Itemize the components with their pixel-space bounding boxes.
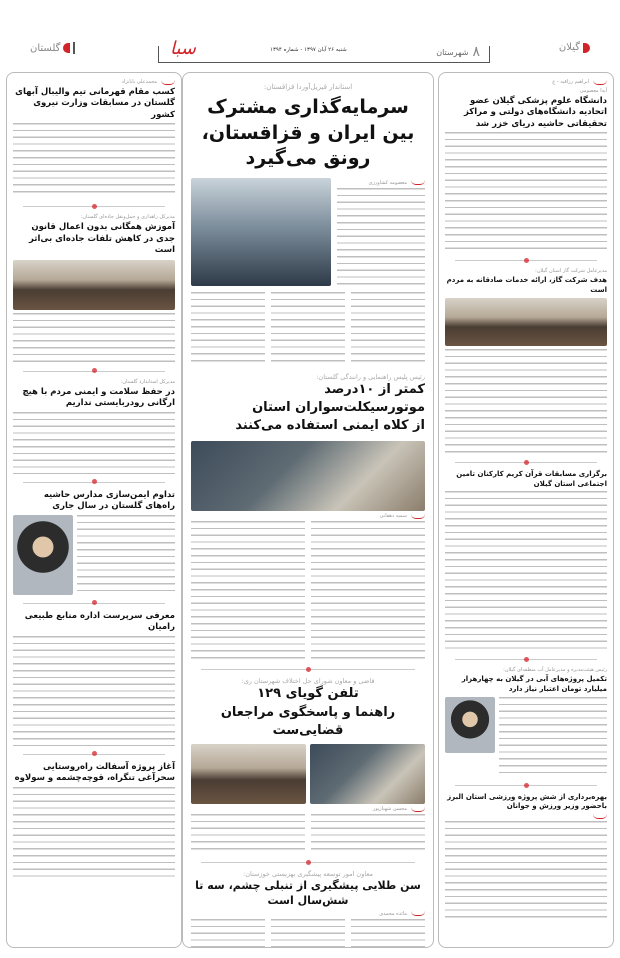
divider — [23, 478, 165, 486]
divider — [455, 256, 597, 264]
flag-icon — [63, 43, 70, 53]
story-photo — [191, 744, 306, 804]
byline — [445, 79, 607, 85]
story-title-line1: تلفن گویای ۱۲۹ — [257, 686, 359, 702]
lead-title-line2: بین ایران و قزاقستان، رونق می‌گیرد — [201, 121, 415, 170]
page-header — [30, 40, 590, 68]
golestan-logo — [30, 42, 77, 54]
page-number: ۸ — [472, 44, 480, 60]
lead-story[interactable] — [191, 83, 425, 362]
byline-text: ابراهیم رزاقیه - ع — [552, 79, 589, 85]
article-body — [13, 412, 175, 474]
article-body — [445, 349, 607, 454]
article-title[interactable]: هدف شرکت گاز، ارائه خدمات صادقانه به مردم است — [446, 276, 607, 294]
lead-kicker: استاندار قیزیل‌آوردا قزاقستان: — [263, 83, 353, 91]
red-mark-icon — [593, 814, 607, 819]
article-body — [191, 521, 305, 661]
article-body — [445, 132, 607, 252]
center-column — [182, 72, 434, 948]
article-volleyball[interactable] — [13, 79, 175, 198]
third-story[interactable] — [191, 677, 425, 854]
divider — [455, 458, 597, 466]
story-title-line1: کمتر از ۱۰درصد موتورسیکلت‌سواران استان — [252, 381, 425, 416]
article-body — [191, 814, 305, 854]
article-body — [191, 292, 265, 362]
lead-title[interactable] — [191, 95, 425, 172]
article-title[interactable]: معرفی سرپرست اداره منابع طبیعی رامیان — [24, 610, 175, 633]
divider — [23, 750, 165, 758]
article-body — [271, 919, 345, 948]
flag-icon — [583, 43, 590, 53]
article-body — [13, 636, 175, 746]
article-title[interactable]: تکمیل پروژه‌های آبی در گیلان به چهارهزار میلیارد تومان اعتبار نیاز دارد — [461, 675, 607, 693]
lead-title-line1: سرمایه‌گذاری مشترک — [207, 96, 409, 118]
article-body — [13, 313, 175, 363]
header-rule-right — [489, 46, 490, 63]
fourth-story[interactable] — [191, 870, 425, 948]
article-photo — [13, 515, 73, 595]
article-photo — [445, 697, 495, 753]
article-gas-company[interactable] — [445, 268, 607, 454]
article-body — [351, 292, 425, 362]
story-kicker: قاضی و معاون شورای حل اختلاف شهرستان ری: — [241, 677, 375, 686]
story-kicker: رئیس پلیس راهنمایی و رانندگی گلستان: — [316, 372, 425, 381]
article-title[interactable]: تداوم ایمن‌سازی مدارس حاشیه راه‌های گلستان در سال جاری — [43, 489, 175, 512]
brand-logo: سبا — [170, 38, 196, 59]
article-alborz-sports[interactable] — [445, 793, 607, 921]
red-mark-icon — [593, 80, 607, 85]
byline — [191, 911, 425, 917]
article-road-paving[interactable] — [13, 762, 175, 877]
red-mark-icon — [411, 180, 425, 185]
article-title[interactable]: آغاز پروژه آسفالت راه‌روستایی سحرآغی تنگراه، قوچه‌چشمه و سولاوه — [14, 761, 175, 784]
header-rule-left — [158, 46, 159, 63]
article-body — [13, 787, 175, 877]
story-title-line2: راهنما و پاسخگوی مراجعان قضایی‌ست — [220, 704, 396, 738]
byline-text: محمدعلی بابانژاد — [121, 79, 157, 85]
article-body — [351, 919, 425, 948]
article-title[interactable]: دانشگاه علوم پزشکی گیلان عضو اتحادیه دانشگاه‌های دولتی و مراکز تحقیقاتی حاشیه دریای خزر شد — [464, 96, 607, 129]
article-school-safety[interactable] — [13, 490, 175, 595]
story-title[interactable]: سن طلایی پیشگیری از تنبلی چشم، سه تا شش‌سال است — [195, 879, 421, 908]
golestan-bar — [73, 42, 75, 54]
section-label — [436, 44, 480, 60]
byline — [191, 806, 425, 812]
article-photo — [445, 298, 607, 346]
red-mark-icon — [411, 911, 425, 916]
article-body — [271, 292, 345, 362]
article-road-safety[interactable] — [13, 214, 175, 362]
left-column — [6, 72, 182, 948]
divider — [455, 655, 597, 663]
lead-photo — [191, 178, 331, 286]
province-name: گیلان — [558, 42, 580, 53]
article-body — [13, 123, 175, 198]
byline — [13, 79, 175, 85]
article-body — [311, 521, 425, 661]
article-body — [445, 821, 607, 921]
article-body — [445, 491, 607, 651]
issue-date: شنبه ۲۶ آبان ۱۳۹۷ - شماره ۱۳۹۴ — [270, 47, 347, 53]
header-rule — [158, 62, 490, 63]
article-title[interactable]: آموزش همگانی بدون اعمال قانون جدی در کاهش تلفات جاده‌ای بی‌اثر است — [28, 222, 175, 256]
divider — [201, 665, 415, 673]
story-kicker: معاون امور توسعه پیشگیری بهزیستی خوزستان: — [243, 870, 373, 879]
byline-text: سمیه دهقانی — [379, 513, 407, 520]
red-mark-icon — [411, 514, 425, 519]
story-title-line2: از کلاه ایمنی استفاده می‌کنند — [235, 418, 425, 434]
story-photo — [310, 744, 425, 804]
article-kicker: مدیرعامل شرکت گاز استان گیلان: — [535, 268, 607, 275]
article-title[interactable]: کسب مقام قهرمانی تیم والیبال آبهای گلستان در مسابقات وزارت نیروی کشور — [15, 87, 175, 120]
article-kicker: مدیرکل استاندارد گلستان: — [120, 378, 175, 385]
divider — [23, 202, 165, 210]
article-standards[interactable] — [13, 379, 175, 474]
article-title[interactable]: برگزاری مسابقات قرآن کریم کارکنان تامین اجتماعی استان گیلان — [456, 470, 607, 488]
red-mark-icon — [411, 807, 425, 812]
story-title[interactable] — [191, 381, 425, 436]
article-body — [337, 188, 425, 288]
article-quran-contest[interactable] — [445, 470, 607, 651]
article-title[interactable]: در حفظ سلامت و ایمنی مردم با هیچ ارگانی رودربایستی نداریم — [22, 386, 175, 409]
article-body — [499, 697, 607, 777]
story-title[interactable] — [191, 685, 425, 740]
byline-text: مائده محمدی — [379, 910, 407, 917]
story-photo — [191, 441, 425, 511]
article-kicker: مدیرکل راهداری و حمل‌ونقل جاده‌ای گلستان: — [80, 214, 175, 221]
divider — [23, 599, 165, 607]
article-title[interactable]: بهره‌برداری از شش پروژه ورزشی استان البرز باحضور وزیر ورزش و جوانان — [447, 793, 607, 811]
divider — [201, 858, 415, 866]
province-logo — [559, 42, 590, 53]
byline — [191, 513, 425, 519]
right-column — [438, 72, 614, 948]
byline — [445, 814, 607, 819]
byline-text: معصومه کشاورزی — [368, 179, 407, 186]
article-body — [77, 515, 175, 595]
article-body — [311, 814, 425, 854]
divider — [23, 367, 165, 375]
article-natural-resources[interactable] — [13, 611, 175, 746]
byline-secondary: آیدا معصومی — [579, 88, 607, 94]
byline — [337, 180, 425, 186]
byline-text: محسن شهبازپور — [372, 806, 407, 813]
second-story[interactable] — [191, 370, 425, 662]
article-kicker: رئیس هیئت‌مدیره و مدیرعامل آب منطقه‌ای گیلان: — [503, 667, 607, 674]
lead-text-column — [337, 178, 425, 288]
divider — [455, 781, 597, 789]
golestan-label: گلستان — [30, 42, 61, 54]
article-photo — [13, 260, 175, 310]
article-water-projects[interactable] — [445, 667, 607, 777]
article-university[interactable] — [445, 79, 607, 252]
section-name: شهرستان — [436, 47, 469, 57]
article-body — [191, 919, 265, 948]
red-mark-icon — [161, 80, 175, 85]
